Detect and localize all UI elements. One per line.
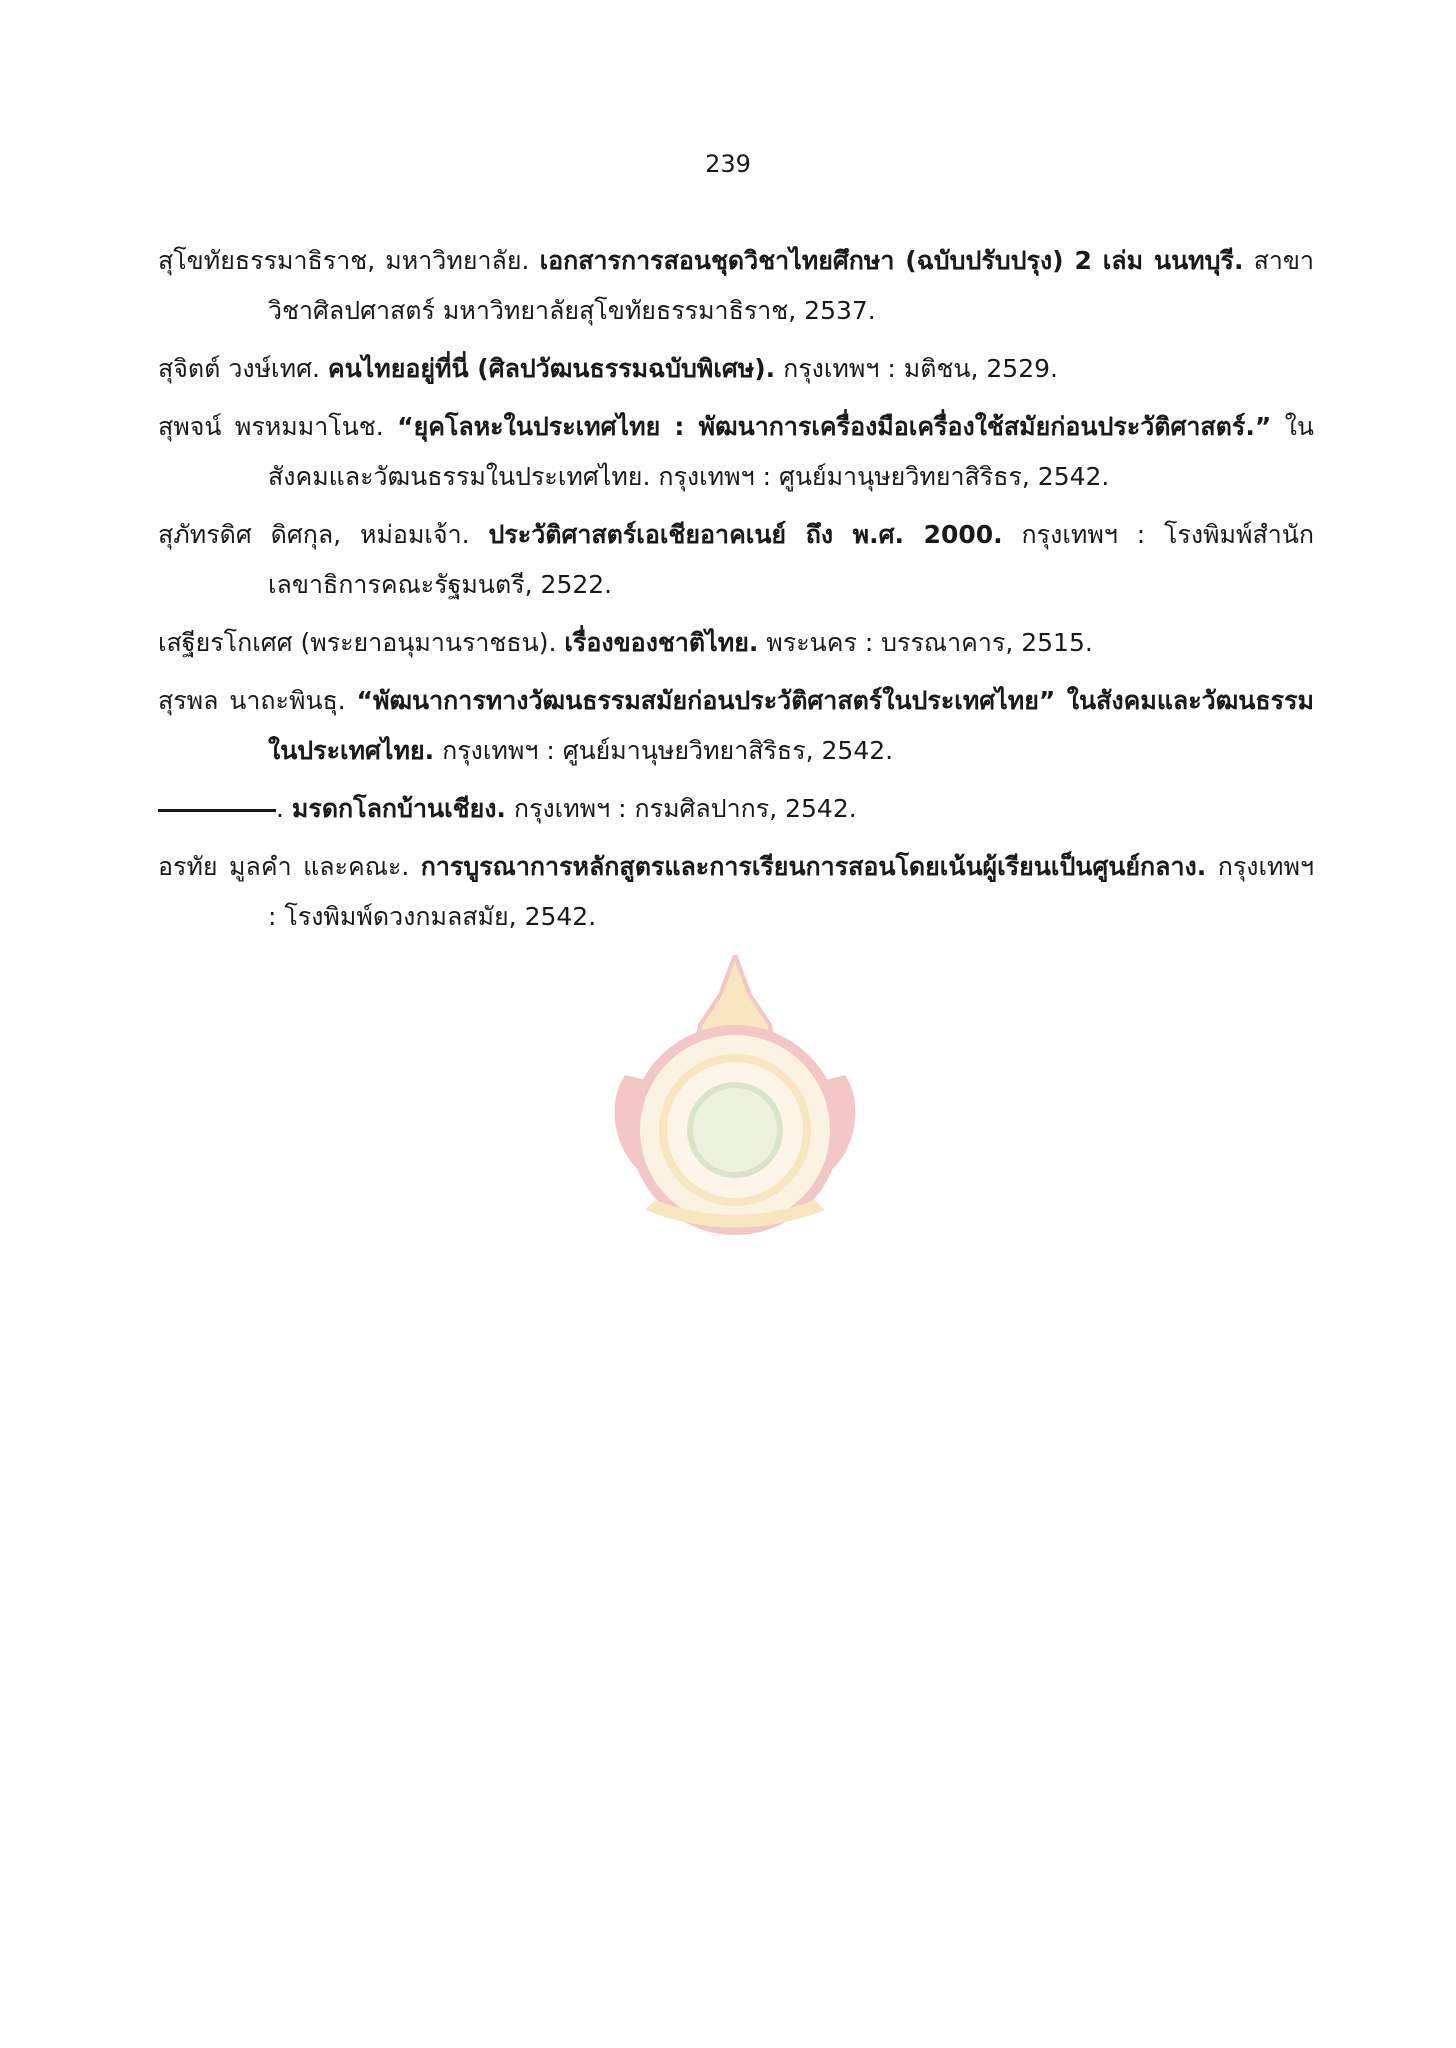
entry-author: สุรพล นาถะพินธุ. [158, 686, 357, 715]
entry-publication: พระนคร : บรรณาคาร, 2515. [758, 628, 1093, 657]
entry-author: สุโขทัยธรรมาธิราช, มหาวิทยาลัย. [158, 246, 540, 275]
repeated-author-dash [158, 809, 276, 812]
entry-publication: กรุงเทพฯ : มติชน, 2529. [775, 354, 1058, 383]
entry-title: การบูรณาการหลักสูตรและการเรียนการสอนโดยเน้นผู้เรียนเป็นศูนย์กลาง. [420, 852, 1207, 881]
entry-title: ประวัติศาสตร์เอเชียอาคเนย์ ถึง พ.ศ. 2000. [488, 520, 1003, 549]
entry-author: สุจิตต์ วงษ์เทศ. [158, 354, 328, 383]
bibliography-entry [158, 784, 1314, 834]
bibliography-entry [158, 842, 1314, 942]
emblem-right-ornament [825, 1075, 855, 1175]
entry-author: เสฐียรโกเศศ (พระยาอนุมานราชธน). [158, 628, 565, 657]
emblem-outer-ring [635, 1030, 835, 1230]
entry-publication: ในสังคมและวัฒนธรรมในประเทศไทย. กรุงเทพฯ : ศูนย์มานุษยวิทยาสิริธร, 2542. [268, 412, 1315, 491]
entry-title: เรื่องของชาติไทย. [564, 628, 759, 657]
entry-publication: กรุงเทพฯ : โรงพิมพ์ดวงกมลสมัย, 2542. [268, 852, 1315, 931]
emblem-base [645, 1200, 825, 1228]
entry-publication: กรุงเทพฯ : ศูนย์มานุษยวิทยาสิริธร, 2542. [434, 736, 894, 765]
entry-publication: กรุงเทพฯ : โรงพิมพ์สำนักเลขาธิการคณะรัฐมนตรี, 2522. [268, 520, 1315, 599]
entry-author: อรทัย มูลคำ และคณะ. [158, 852, 421, 881]
entry-title: คนไทยอยู่ที่นี่ (ศิลปวัฒนธรรมฉบับพิเศษ). [327, 354, 776, 383]
entry-title: “พัฒนาการทางวัฒนธรรมสมัยก่อนประวัติศาสตร์ในประเทศไทย” ในสังคมและวัฒนธรรมในประเทศไทย. [268, 686, 1314, 765]
bibliography-entry [158, 676, 1314, 776]
emblem-inner-ring [663, 1058, 807, 1202]
emblem-watermark [585, 955, 885, 1235]
entry-publication: กรุงเทพฯ : กรมศิลปากร, 2542. [505, 794, 857, 823]
entry-author: สุพจน์ พรหมมาโนช. [158, 412, 398, 441]
entry-author: . [276, 794, 292, 823]
emblem-center [690, 1085, 780, 1175]
emblem-left-ornament [615, 1075, 645, 1175]
entry-title: เอกสารการสอนชุดวิชาไทยศึกษา (ฉบับปรับปรุง) 2 เล่ม นนทบุรี. [539, 246, 1244, 275]
bibliography-list [158, 236, 1314, 950]
entry-title: “ยุคโลหะในประเทศไทย : พัฒนาการเครื่องมือเครื่องใช้สมัยก่อนประวัติศาสตร์.” [397, 412, 1272, 441]
bibliography-entry [158, 344, 1314, 394]
bibliography-entry [158, 618, 1314, 668]
page-number: 239 [705, 150, 751, 178]
bibliography-entry [158, 236, 1314, 336]
entry-author: สุภัทรดิศ ดิศกุล, หม่อมเจ้า. [158, 520, 489, 549]
entry-publication: สาขาวิชาศิลปศาสตร์ มหาวิทยาลัยสุโขทัยธรรมาธิราช, 2537. [268, 246, 1315, 325]
emblem-spire [695, 955, 775, 1055]
entry-title: มรดกโลกบ้านเชียง. [291, 794, 506, 823]
bibliography-entry [158, 510, 1314, 610]
bibliography-entry [158, 402, 1314, 502]
